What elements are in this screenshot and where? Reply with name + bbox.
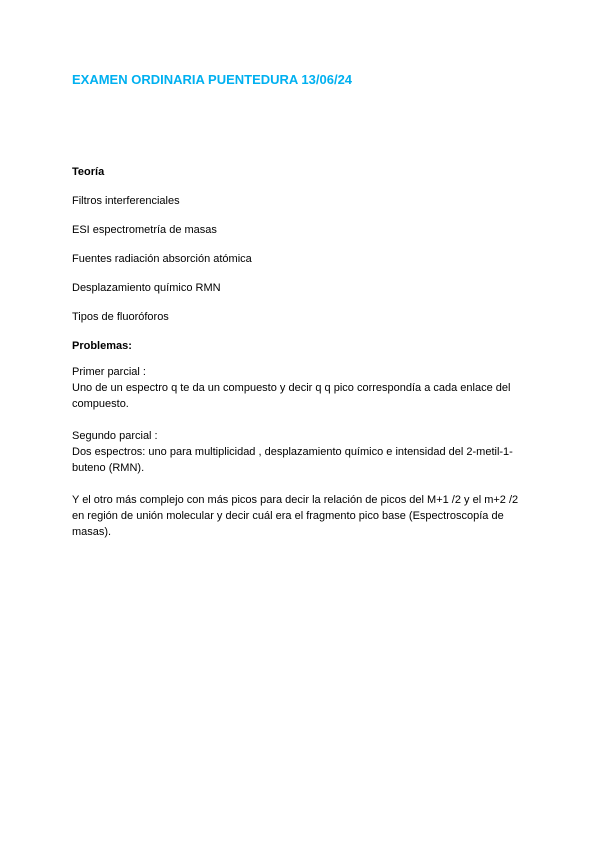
theory-item: Desplazamiento químico RMN — [72, 282, 221, 294]
second-partial-block — [72, 428, 532, 476]
theory-item: ESI espectrometría de masas — [72, 224, 217, 236]
theory-item: Filtros interferenciales — [72, 195, 180, 207]
first-partial-text: Uno de un espectro q te da un compuesto y decir q q pico correspondía a cada enlace del compuesto. — [72, 382, 511, 410]
second-partial-label: Segundo parcial : — [72, 430, 158, 442]
second-partial-text: Dos espectros: uno para multiplicidad , desplazamiento químico e intensidad del 2-metil-1-buteno (RMN). — [72, 446, 513, 474]
first-partial-block — [72, 364, 532, 412]
theory-item: Fuentes radiación absorción atómica — [72, 253, 252, 265]
problems-heading: Problemas: — [72, 340, 132, 352]
theory-item: Tipos de fluoróforos — [72, 311, 169, 323]
third-problem-block — [72, 492, 532, 540]
document-body — [72, 164, 532, 556]
first-partial-label: Primer parcial : — [72, 366, 146, 378]
theory-heading: Teoría — [72, 166, 105, 178]
third-problem-text: Y el otro más complejo con más picos para decir la relación de picos del M+1 /2 y el m+2 /2 en región de unión molecular y decir cuál era el fragmento pico base (Espectroscopía de masas). — [72, 494, 519, 538]
page-title: EXAMEN ORDINARIA PUENTEDURA 13/06/24 — [72, 72, 353, 87]
